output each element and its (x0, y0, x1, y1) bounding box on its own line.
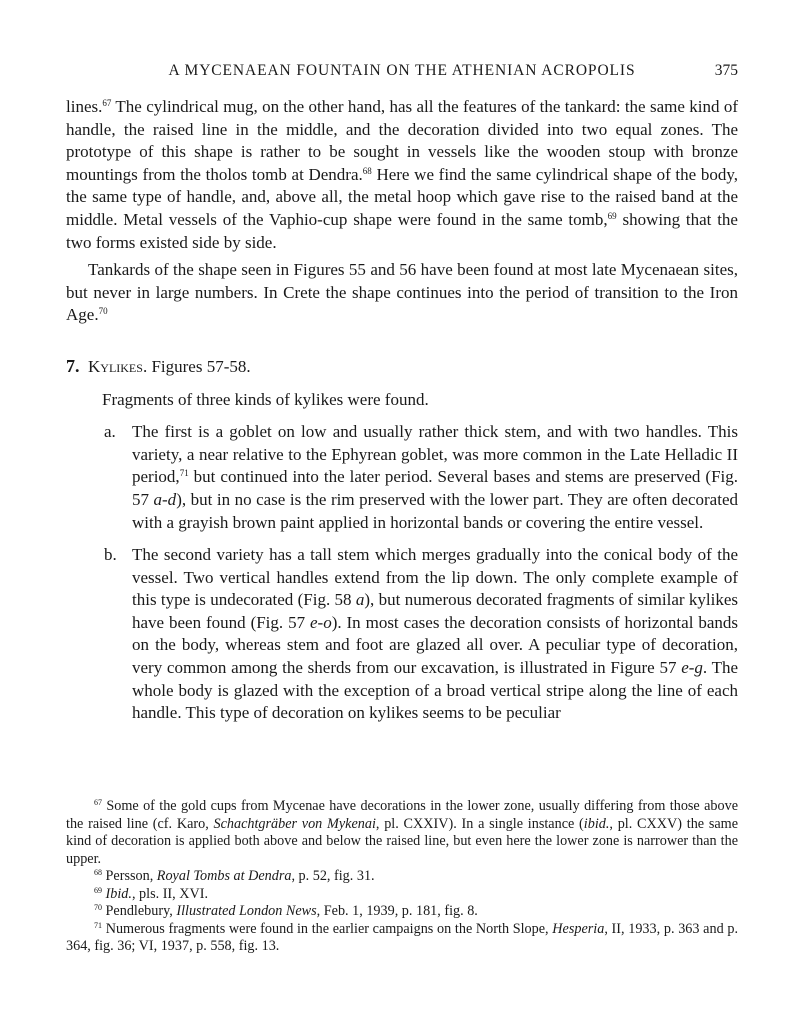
item-letter: b. (104, 545, 117, 565)
item-letter: a. (104, 422, 116, 442)
section-number: 7. (66, 355, 80, 376)
footnote-67: $^{67}$ Some of the gold cups from Mycenae have decorations in the lower zone, usually differing from those above the raised line (cf. Karo, Schachtgräber von Mykenai, pl. CXXIV). In a single instance (ibid., pl. CXXV) the same kind of decoration is applied both above and below the raised line, but even here the lower zone is narrower than the upper. (66, 798, 738, 867)
section-intro: Fragments of three kinds of kylikes were found. (102, 389, 429, 409)
figure-ref: e-g (681, 658, 703, 678)
list-item-a (66, 421, 738, 534)
list-item-b (66, 544, 738, 725)
page-number: 375 (714, 62, 738, 79)
footnote-71: $^{71}$ Numerous fragments were found in the earlier campaigns on the North Slope, Hesperia, II, 1933, p. 363 and p. 364, fig. 36; VI, 1937, p. 558, fig. 13. (66, 920, 738, 954)
section-figures: Figures 57-58. (151, 356, 251, 376)
running-title: A MYCENAEAN FOUNTAIN ON THE ATHENIAN ACROPOLIS (168, 62, 636, 79)
section-gap (66, 327, 738, 355)
footnote-ref-69[interactable]: 69 (607, 210, 617, 221)
footnote-ref-71[interactable]: 71 (179, 468, 189, 479)
footnote-ref-70[interactable]: 70 (98, 306, 108, 317)
paragraph-tankards: Tankards of the shape seen in Figures 55 and 56 have been found at most late Mycenaean sites, but never in large numbers. In Crete the shape continues into the period of transition to the Iron Age.$^{70}$ (66, 260, 738, 325)
footnote-ref-68[interactable]: 68 (362, 165, 372, 176)
item-text: The first is a goblet on low and usually rather thick stem, and with two handles. This variety, a near relative to the Ephyrean goblet, was more common in the Late Helladic II period,$^{71}$ but continued into the later period. Several bases and stems are preserved (Fig. 57 a-d), but in no case is the rim preserved with the lower part. They are often decorated with a grayish brown paint applied in horizontal bands or covering the entire vessel. (132, 422, 738, 532)
footnotes (66, 798, 738, 956)
figure-ref: e-o (309, 612, 332, 632)
footnote-69: $^{69}$ Ibid., pls. II, XVI. (94, 885, 209, 902)
section-heading-kylikes (66, 355, 738, 379)
main-text (66, 96, 738, 735)
item-text: The second variety has a tall stem which merges gradually into the conical body of the vessel. Two vertical handles extend from the lip down. The only complete example of this type is undecorated (Fig. 58 a), but numerous decorated fragments of similar kylikes have been found (Fig. 57 e-o). In most cases the decoration consists of horizontal bands on the body, whereas stem and foot are glazed all over. A peculiar type of decoration, very common among the sherds from our excavation, is illustrated in Figure 57 e-g. The whole body is glazed with the exception of a broad vertical stripe along the line of each handle. This type of decoration on kylikes seems to be peculiar (132, 545, 739, 723)
footnote-ref-67[interactable]: 67 (102, 98, 112, 108)
footnote-70: $^{70}$ Pendlebury, Illustrated London News, Feb. 1, 1939, p. 181, fig. 8. (94, 903, 478, 919)
figure-ref: a-d (153, 489, 177, 509)
section-title: Kylikes. (88, 356, 148, 376)
footnote-68: $^{68}$ Persson, Royal Tombs at Dendra, p. 52, fig. 31. (94, 868, 375, 884)
page-header (66, 62, 738, 86)
figure-ref: a (355, 590, 365, 610)
paragraph-cylindrical-mug: lines.$^{67}$ The cylindrical mug, on the other hand, has all the features of the tankard: the same kind of handle, the raised line in the middle, and the decoration divided into two equal zones. The prototype of this shape is rather to be sought in vessels like the wooden stoup with bronze mountings from the tholos tomb at Dendra.$^{68}$ Here we find the same cylindrical shape of the body, the same type of handle, and, above all, the metal hoop which gave rise to the raised band at the middle. Metal vessels of the Vaphio-cup shape were found in the same tomb,$^{69}$ showing that the two forms existed side by side. (66, 97, 739, 252)
